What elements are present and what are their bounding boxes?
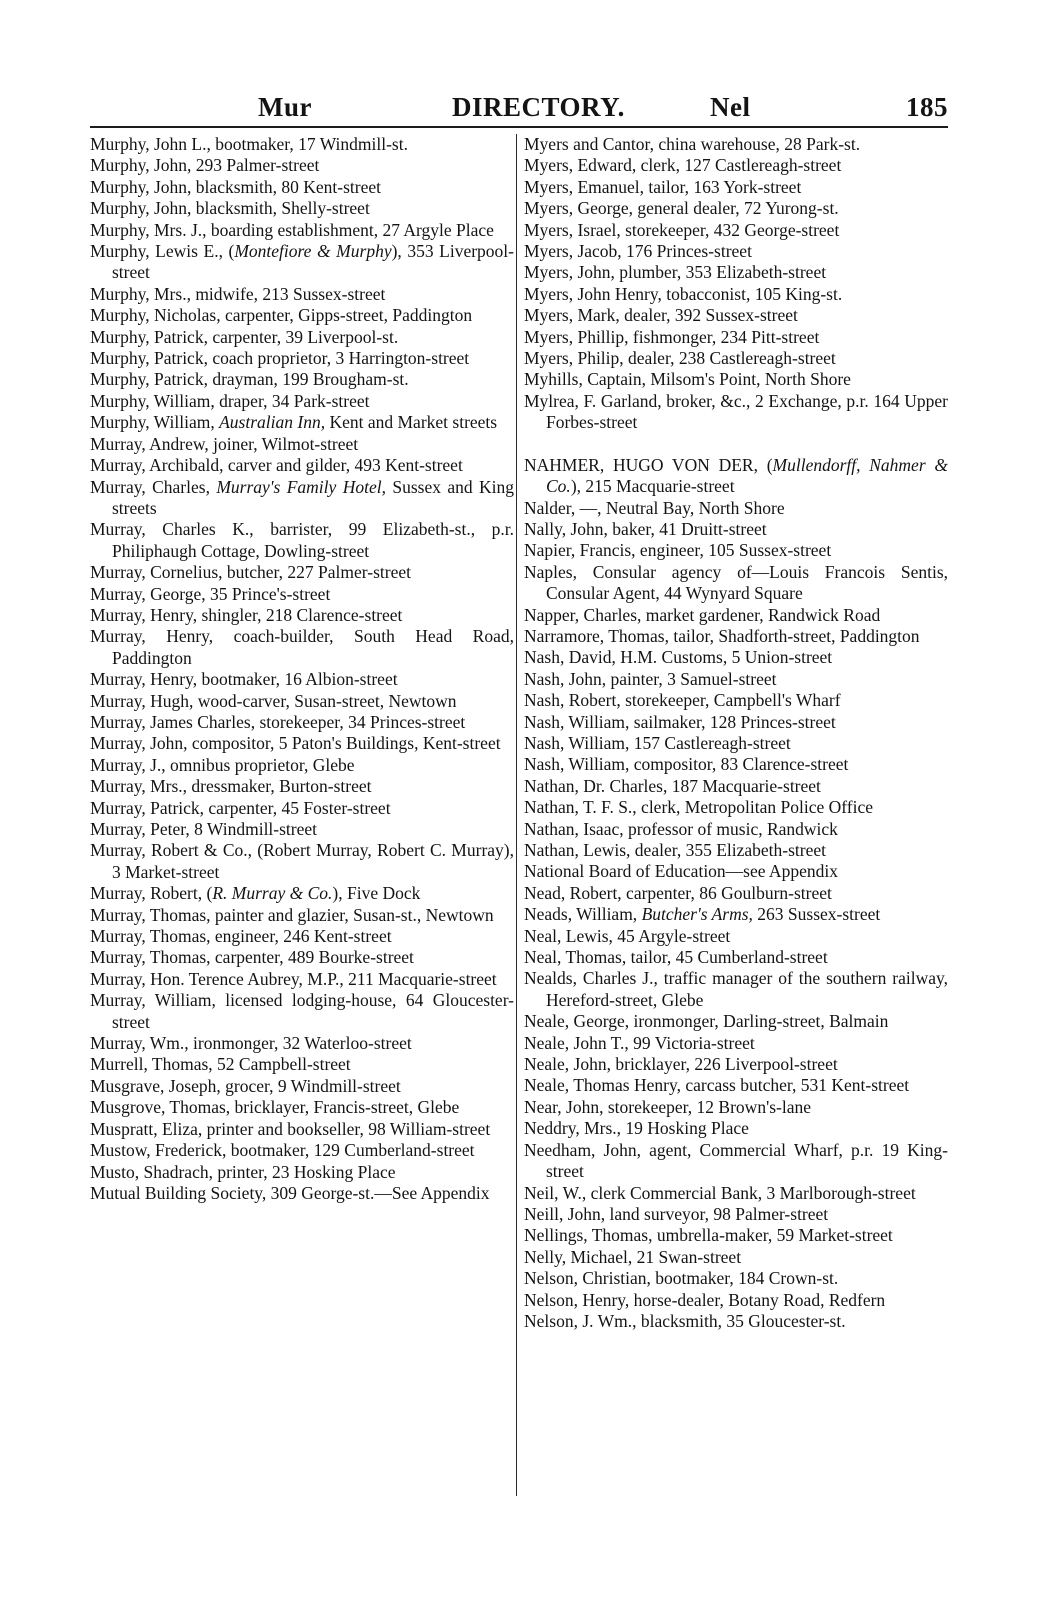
directory-entry xyxy=(524,562,948,605)
entry-text: Mutual Building Society, 309 George-st.—See Appendix xyxy=(90,1182,490,1203)
entry-text: Nelson, J. Wm., blacksmith, 35 Gloucester-st. xyxy=(524,1310,846,1331)
directory-entry xyxy=(524,262,948,283)
entry-text: Musto, Shadrach, printer, 23 Hosking Place xyxy=(90,1161,396,1182)
entry-italic-text: Australian Inn, xyxy=(219,412,326,433)
directory-entry xyxy=(524,198,948,219)
directory-entry xyxy=(524,284,948,305)
entry-text: Nash, William, compositor, 83 Clarence-street xyxy=(524,754,849,775)
entry-text: Murray, Charles K., barrister, 99 Elizabeth-st., p.r. Philiphaugh Cottage, Dowling-street xyxy=(90,519,514,561)
directory-entry xyxy=(90,305,514,326)
entry-text: Murphy, Patrick, coach proprietor, 3 Harrington-street xyxy=(90,348,470,369)
directory-entry xyxy=(90,990,514,1033)
directory-entry xyxy=(524,220,948,241)
entry-text: Murray, Patrick, carpenter, 45 Foster-street xyxy=(90,797,391,818)
directory-entry xyxy=(524,754,948,775)
entry-text: Myers, George, general dealer, 72 Yurong-st. xyxy=(524,198,839,219)
directory-entry xyxy=(90,327,514,348)
directory-entry xyxy=(524,1033,948,1054)
directory-entry xyxy=(90,883,514,904)
entry-text: Murray, Henry, bootmaker, 16 Albion-street xyxy=(90,669,398,690)
header-title: DIRECTORY. xyxy=(452,92,625,122)
directory-entry xyxy=(524,1140,948,1183)
entry-italic-text: Montefiore & Murphy xyxy=(234,241,392,262)
entry-text: Nash, David, H.M. Customs, 5 Union-street xyxy=(524,647,833,668)
entry-text: Murray, J., omnibus proprietor, Glebe xyxy=(90,754,355,775)
directory-entry xyxy=(524,840,948,861)
directory-entry xyxy=(90,1054,514,1075)
entry-text: 263 Sussex-street xyxy=(752,904,881,925)
entry-text: ), Five Dock xyxy=(332,883,421,904)
directory-entry xyxy=(524,733,948,754)
directory-entry xyxy=(90,198,514,219)
directory-entry xyxy=(90,455,514,476)
directory-entry xyxy=(524,1011,948,1032)
entry-text: Nead, Robert, carpenter, 86 Goulburn-street xyxy=(524,882,832,903)
directory-entry xyxy=(524,861,948,882)
entry-text: Murray, Andrew, joiner, Wilmot-street xyxy=(90,433,359,454)
entry-text: Murray, George, 35 Prince's-street xyxy=(90,583,331,604)
entry-text: Nathan, Dr. Charles, 187 Macquarie-street xyxy=(524,775,821,796)
column-divider xyxy=(516,134,517,1496)
entry-text: Murphy, John, blacksmith, 80 Kent-street xyxy=(90,176,381,197)
directory-entry xyxy=(90,947,514,968)
entry-text: Murray, Thomas, engineer, 246 Kent-street xyxy=(90,926,392,947)
entry-text: Neads, William, xyxy=(524,904,642,925)
entry-text: Neale, John, bricklayer, 226 Liverpool-street xyxy=(524,1054,838,1075)
entry-text: Mylrea, F. Garland, broker, &c., 2 Exchange, p.r. 164 Upper Forbes-street xyxy=(524,390,948,433)
directory-entry xyxy=(524,348,948,369)
directory-entry xyxy=(90,840,514,883)
entry-text: Nash, William, 157 Castlereagh-street xyxy=(524,732,791,753)
entry-text: Musgrove, Thomas, bricklayer, Francis-street, Glebe xyxy=(90,1097,460,1118)
directory-entry xyxy=(524,327,948,348)
entry-text: Nelly, Michael, 21 Swan-street xyxy=(524,1246,742,1267)
directory-entry xyxy=(90,241,514,284)
entry-text: Myers, Edward, clerk, 127 Castlereagh-street xyxy=(524,155,842,176)
directory-entry xyxy=(524,391,948,434)
directory-entry xyxy=(524,519,948,540)
directory-entry xyxy=(90,477,514,520)
entry-text: Musgrave, Joseph, grocer, 9 Windmill-street xyxy=(90,1075,401,1096)
entry-text: Neale, Thomas Henry, carcass butcher, 531 Kent-street xyxy=(524,1075,910,1096)
entry-text: Murphy, Patrick, carpenter, 39 Liverpool-st. xyxy=(90,326,399,347)
directory-entry xyxy=(524,1225,948,1246)
directory-entry xyxy=(524,1290,948,1311)
directory-entry xyxy=(90,819,514,840)
entry-text: Nathan, Isaac, professor of music, Randwick xyxy=(524,818,838,839)
entry-text: Murray, Hon. Terence Aubrey, M.P., 211 Macquarie-street xyxy=(90,968,497,989)
directory-entry xyxy=(90,669,514,690)
entry-text: Myhills, Captain, Milsom's Point, North Shore xyxy=(524,369,851,390)
entry-text: Murray, Hugh, wood-carver, Susan-street, Newtown xyxy=(90,690,457,711)
entry-text: Myers, Phillip, fishmonger, 234 Pitt-street xyxy=(524,326,820,347)
entry-text: Neal, Thomas, tailor, 45 Cumberland-street xyxy=(524,947,828,968)
entry-text: Murphy, Nicholas, carpenter, Gipps-street, Paddington xyxy=(90,305,473,326)
directory-entry xyxy=(524,947,948,968)
directory-entry xyxy=(90,348,514,369)
directory-entry xyxy=(524,155,948,176)
entry-text: Sussex and King streets xyxy=(112,476,514,518)
directory-entry xyxy=(90,626,514,669)
entry-text: Nalder, —, Neutral Bay, North Shore xyxy=(524,497,785,518)
directory-entry xyxy=(524,669,948,690)
entry-text: Myers, Emanuel, tailor, 163 York-street xyxy=(524,176,802,197)
directory-entry xyxy=(524,797,948,818)
entry-text: Murray, Wm., ironmonger, 32 Waterloo-street xyxy=(90,1033,412,1054)
directory-entry xyxy=(524,626,948,647)
directory-entry xyxy=(90,220,514,241)
entry-text: Murray, Mrs., dressmaker, Burton-street xyxy=(90,776,372,797)
right-column xyxy=(524,134,948,1332)
entry-text: Murray, Robert, ( xyxy=(90,883,213,904)
directory-entry xyxy=(524,1311,948,1332)
directory-entry xyxy=(90,776,514,797)
directory-entry xyxy=(90,177,514,198)
entry-text: Murphy, Mrs., midwife, 213 Sussex-street xyxy=(90,283,386,304)
entry-italic-text: Butcher's Arms, xyxy=(641,904,753,925)
entry-text: National Board of Education—see Appendix xyxy=(524,861,838,882)
directory-entry xyxy=(524,455,948,498)
entry-text: Murray, John, compositor, 5 Paton's Buildings, Kent-street xyxy=(90,733,501,754)
entry-text: NAHMER, HUGO VON DER, ( xyxy=(524,454,773,475)
entry-text: Murray, Henry, shingler, 218 Clarence-street xyxy=(90,604,403,625)
entry-text: Neil, W., clerk Commercial Bank, 3 Marlborough-street xyxy=(524,1182,916,1203)
directory-entry xyxy=(524,305,948,326)
entry-italic-text: Mullendorff, Nahmer & Co. xyxy=(546,454,948,497)
page-number: 185 xyxy=(906,92,948,122)
directory-entry xyxy=(90,391,514,412)
header-left-guide-word: Mur xyxy=(258,92,312,122)
directory-entry xyxy=(524,241,948,262)
entry-text: Murphy, Patrick, drayman, 199 Brougham-st. xyxy=(90,369,409,390)
directory-entry xyxy=(90,798,514,819)
entry-text: Murray, William, licensed lodging-house, 64 Gloucester-street xyxy=(90,990,514,1032)
entry-text: Napper, Charles, market gardener, Randwick Road xyxy=(524,604,881,625)
directory-entry xyxy=(90,926,514,947)
directory-entry xyxy=(524,926,948,947)
entry-text: Murphy, William, draper, 34 Park-street xyxy=(90,390,370,411)
entry-text: Nellings, Thomas, umbrella-maker, 59 Market-street xyxy=(524,1225,893,1246)
directory-entry xyxy=(90,562,514,583)
directory-entry xyxy=(90,284,514,305)
entry-text: Murray, Thomas, painter and glazier, Susan-st., Newtown xyxy=(90,904,494,925)
entry-text: Murray, Peter, 8 Windmill-street xyxy=(90,819,318,839)
directory-entry xyxy=(524,968,948,1011)
directory-entry xyxy=(90,1097,514,1118)
entry-text: Myers, John, plumber, 353 Elizabeth-street xyxy=(524,262,827,283)
entry-text: Neale, George, ironmonger, Darling-street, Balmain xyxy=(524,1011,889,1032)
entry-text: Nash, Robert, storekeeper, Campbell's Wharf xyxy=(524,690,841,711)
directory-entry xyxy=(524,1097,948,1118)
directory-entry xyxy=(90,155,514,176)
directory-entry xyxy=(524,1247,948,1268)
entry-text: Murray, Robert & Co., (Robert Murray, Robert C. Murray), 3 Market-street xyxy=(90,840,514,882)
directory-entry xyxy=(90,905,514,926)
entry-text: Murray, James Charles, storekeeper, 34 Princes-street xyxy=(90,711,466,732)
directory-entry xyxy=(90,733,514,754)
directory-entry xyxy=(90,1162,514,1183)
entry-text: Muspratt, Eliza, printer and bookseller, 98 William-street xyxy=(90,1118,491,1139)
directory-entry xyxy=(524,883,948,904)
page-header xyxy=(90,90,948,128)
directory-entry xyxy=(524,369,948,390)
directory-entry xyxy=(90,691,514,712)
directory-entry xyxy=(90,412,514,433)
entry-text: Murphy, Mrs. J., boarding establishment, 27 Argyle Place xyxy=(90,219,494,240)
directory-entry xyxy=(524,1268,948,1289)
directory-entry xyxy=(90,369,514,390)
entry-text: Mustow, Frederick, bootmaker, 129 Cumberland-street xyxy=(90,1140,475,1161)
directory-entry xyxy=(524,177,948,198)
directory-entry xyxy=(90,712,514,733)
entry-text: ), 215 Macquarie-street xyxy=(570,476,735,497)
entry-text: Murray, Charles, xyxy=(90,476,217,497)
directory-entry xyxy=(524,1118,948,1139)
directory-entry xyxy=(524,540,948,561)
entry-text: Murray, Thomas, carpenter, 489 Bourke-street xyxy=(90,947,414,968)
entry-text: Murrell, Thomas, 52 Campbell-street xyxy=(90,1054,351,1075)
entry-text: Near, John, storekeeper, 12 Brown's-lane xyxy=(524,1096,812,1117)
entry-italic-text: Murray's Family Hotel, xyxy=(216,476,386,497)
entry-text: Nally, John, baker, 41 Druitt-street xyxy=(524,518,767,539)
entry-text: Myers, Israel, storekeeper, 432 George-street xyxy=(524,219,840,240)
entry-text: Nathan, T. F. S., clerk, Metropolitan Police Office xyxy=(524,797,874,818)
entry-text: Napier, Francis, engineer, 105 Sussex-street xyxy=(524,540,832,561)
directory-entry xyxy=(90,1119,514,1140)
entry-italic-text: R. Murray & Co. xyxy=(212,883,333,904)
entry-text: Murphy, Lewis E., ( xyxy=(90,241,235,262)
directory-entry xyxy=(524,819,948,840)
directory-page xyxy=(90,90,948,1331)
directory-entry xyxy=(524,647,948,668)
entry-text: Neddry, Mrs., 19 Hosking Place xyxy=(524,1118,749,1139)
directory-entry xyxy=(524,1075,948,1096)
entry-text: Naples, Consular agency of—Louis Francois Sentis, Consular Agent, 44 Wynyard Square xyxy=(524,561,948,604)
directory-entry xyxy=(90,1076,514,1097)
entry-text: Nash, William, sailmaker, 128 Princes-street xyxy=(524,711,836,732)
directory-entry xyxy=(524,498,948,519)
directory-entry xyxy=(90,755,514,776)
directory-entry xyxy=(90,1033,514,1054)
entry-text: Murphy, John, blacksmith, Shelly-street xyxy=(90,198,370,219)
entry-text: Neill, John, land surveyor, 98 Palmer-street xyxy=(524,1203,829,1224)
entry-text: Murphy, John, 293 Palmer-street xyxy=(90,155,320,176)
directory-entry xyxy=(90,519,514,562)
entry-text: Nelson, Christian, bootmaker, 184 Crown-st. xyxy=(524,1268,839,1289)
entry-text: Myers, John Henry, tobacconist, 105 King-st. xyxy=(524,283,843,304)
directory-entry xyxy=(524,690,948,711)
entry-text: Nealds, Charles J., traffic manager of the southern railway, Hereford-street, Glebe xyxy=(524,968,948,1010)
entry-text: Narramore, Thomas, tailor, Shadforth-street, Paddington xyxy=(524,625,920,646)
entry-text: Nelson, Henry, horse-dealer, Botany Road, Redfern xyxy=(524,1289,886,1310)
directory-entry xyxy=(90,1183,514,1204)
directory-entry xyxy=(90,584,514,605)
directory-entry xyxy=(90,1140,514,1161)
entry-text: Murray, Henry, coach-builder, South Head Road, Paddington xyxy=(90,626,514,668)
entry-text: Murphy, William, xyxy=(90,412,220,433)
directory-entry xyxy=(524,605,948,626)
directory-entry xyxy=(524,712,948,733)
entry-text: Murphy, John L., bootmaker, 17 Windmill-st. xyxy=(90,134,408,154)
entry-text: Myers and Cantor, china warehouse, 28 Park-st. xyxy=(524,134,861,154)
directory-entry xyxy=(524,1204,948,1225)
directory-entry xyxy=(90,969,514,990)
directory-entry xyxy=(90,605,514,626)
directory-entry xyxy=(524,1183,948,1204)
directory-entry xyxy=(524,904,948,925)
entry-text: Myers, Jacob, 176 Princes-street xyxy=(524,241,752,262)
entry-text: Myers, Philip, dealer, 238 Castlereagh-street xyxy=(524,348,836,369)
entry-text: Murray, Archibald, carver and gilder, 493 Kent-street xyxy=(90,455,463,476)
entry-text: Neal, Lewis, 45 Argyle-street xyxy=(524,925,731,946)
entry-text: ), 353 Liverpool-street xyxy=(112,241,514,283)
directory-entry xyxy=(90,434,514,455)
left-column xyxy=(90,134,514,1204)
entry-text: Nathan, Lewis, dealer, 355 Elizabeth-street xyxy=(524,840,827,860)
entry-text: Myers, Mark, dealer, 392 Sussex-street xyxy=(524,305,798,326)
directory-entry xyxy=(90,134,514,155)
entry-text: Neale, John T., 99 Victoria-street xyxy=(524,1032,755,1053)
directory-entry xyxy=(524,1054,948,1075)
directory-entry xyxy=(524,134,948,155)
entry-text: Murray, Cornelius, butcher, 227 Palmer-street xyxy=(90,562,411,583)
header-right-guide-word: Nel xyxy=(710,92,751,122)
entry-text: Needham, John, agent, Commercial Wharf, p.r. 19 King-street xyxy=(524,1139,948,1182)
entry-text: Kent and Market streets xyxy=(325,412,498,433)
entry-text: Nash, John, painter, 3 Samuel-street xyxy=(524,668,777,689)
directory-entry xyxy=(524,776,948,797)
